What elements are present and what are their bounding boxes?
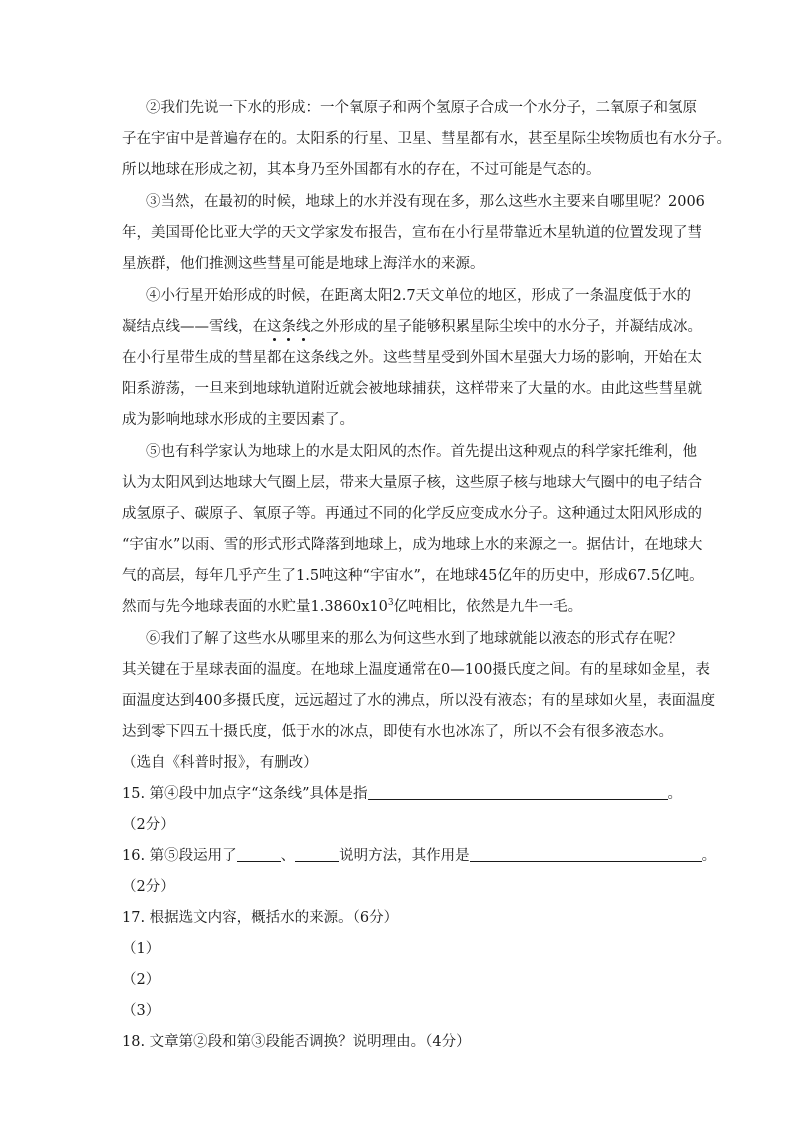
paragraph-line	[122, 597, 582, 617]
question-end: 。	[667, 786, 682, 802]
paragraph-line: 所以地球在形成之初，其本身乃至外国都有水的存在，不过可能是气态的。	[122, 162, 601, 178]
paragraph-line: 子在宇宙中是普遍存在的。太阳系的行星、卫星、彗星都有水，甚至星际尘埃物质也有水分子。	[122, 131, 731, 147]
line-text: 凝结点线——雪线，在	[122, 319, 267, 335]
paragraph-line: ②我们先说一下水的形成：一个氧原子和两个氢原子合成一个水分子，二氧原子和氢原	[146, 100, 697, 116]
emphasis-dot-char: 条	[281, 319, 296, 335]
answer-blank[interactable]	[470, 847, 702, 862]
paragraph-line: ④小行星开始形成的时候，在距离太阳2.7天文单位的地区，形成了一条温度低于水的	[146, 288, 692, 304]
answer-blank[interactable]	[368, 785, 668, 800]
question-sep: 、	[280, 848, 296, 864]
line-text: 之外形成的星子能够积累星际尘埃中的水分子，并凝结成冰。	[310, 319, 702, 335]
paragraph-line: 年，美国哥伦比亚大学的天文学家发布报告，宣布在小行星带靠近木星轨道的位置发现了彗	[122, 225, 702, 241]
paragraph-line: ③当然，在最初的时候，地球上的水并没有现在多，那么这些水主要来自哪里呢？2006	[146, 194, 705, 210]
paragraph-line: 在小行星带生成的彗星都在这条线之外。这些彗星受到外国木星强大力场的影响，开始在太	[122, 350, 702, 366]
question-16	[122, 846, 716, 866]
answer-item-label: （2）	[122, 972, 161, 988]
paragraph-line: 其关键在于星球表面的温度。在地球上温度通常在0—100摄氏度之间。有的星球如金星，表	[122, 662, 710, 678]
answer-blank[interactable]	[237, 847, 281, 862]
paragraph-line: 认为太阳风到达地球大气圈上层，带来大量原子核，这些原子核与地球大气圈中的电子结合	[122, 475, 702, 491]
paragraph-line: 阳系游荡，一旦来到地球轨道附近就会被地球捕获，这样带来了大量的水。由此这些彗星就	[122, 381, 702, 397]
paragraph-line: 成为影响地球水形成的主要因素了。	[122, 412, 354, 428]
paragraph-line: ⑥我们了解了这些水从哪里来的那么为何这些水到了地球就能以液态的形式存在呢？	[146, 631, 683, 647]
score-label: （2分）	[122, 817, 175, 833]
question-text: 说明方法，其作用是	[339, 848, 470, 864]
question-text: 15. 第④段中加点字“这条线”具体是指	[122, 786, 368, 802]
paragraph-line	[122, 317, 702, 337]
line-text: 亿吨相比，依然是九牛一毛。	[393, 599, 583, 615]
paragraph-line: 星族群，他们推测这些彗星可能是地球上海洋水的来源。	[122, 256, 485, 272]
answer-blank[interactable]	[295, 847, 339, 862]
paragraph-line: “宇宙水”以雨、雪的形式形式降落到地球上，成为地球上水的来源之一。据估计，在地球大	[122, 537, 703, 553]
paragraph-line: 成氢原子、碳原子、氧原子等。再通过不同的化学反应变成水分子。这种通过太阳风形成的	[122, 506, 702, 522]
paragraph-line: 达到零下四五十摄氏度，低于水的冰点，即使有水也冰冻了，所以不会有很多液态水。	[122, 724, 673, 740]
question-15	[122, 784, 682, 804]
paragraph-line: ⑤也有科学家认为地球上的水是太阳风的杰作。首先提出这种观点的科学家托维利，他	[146, 444, 697, 460]
question-17: 17. 根据选文内容，概括水的来源。（6分）	[122, 910, 399, 926]
emphasis-dot-char: 这	[267, 319, 282, 335]
paragraph-line: 气的高层，每年几乎产生了1.5吨这种“宇宙水”，在地球45亿年的历史中，形成67.5亿吨。	[122, 568, 704, 584]
line-text: 然而与先今地球表面的水贮量1.3860x10	[122, 599, 388, 615]
answer-item-label: （1）	[122, 941, 161, 957]
question-text: 16. 第⑤段运用了	[122, 848, 237, 864]
paragraph-line: 面温度达到400多摄氏度，远远超过了水的沸点，所以没有液态；有的星球如火星，表面温度	[122, 693, 716, 709]
question-end: 。	[701, 848, 717, 864]
score-label: （2分）	[122, 879, 175, 895]
source-note: （选自《科普时报》，有删改）	[122, 755, 318, 771]
emphasis-dot-char: 线	[296, 319, 311, 335]
superscript-exponent: 3	[387, 598, 394, 608]
answer-item-label: （3）	[122, 1003, 161, 1019]
question-18: 18. 文章第②段和第③段能否调换？说明理由。（4分）	[122, 1034, 471, 1050]
